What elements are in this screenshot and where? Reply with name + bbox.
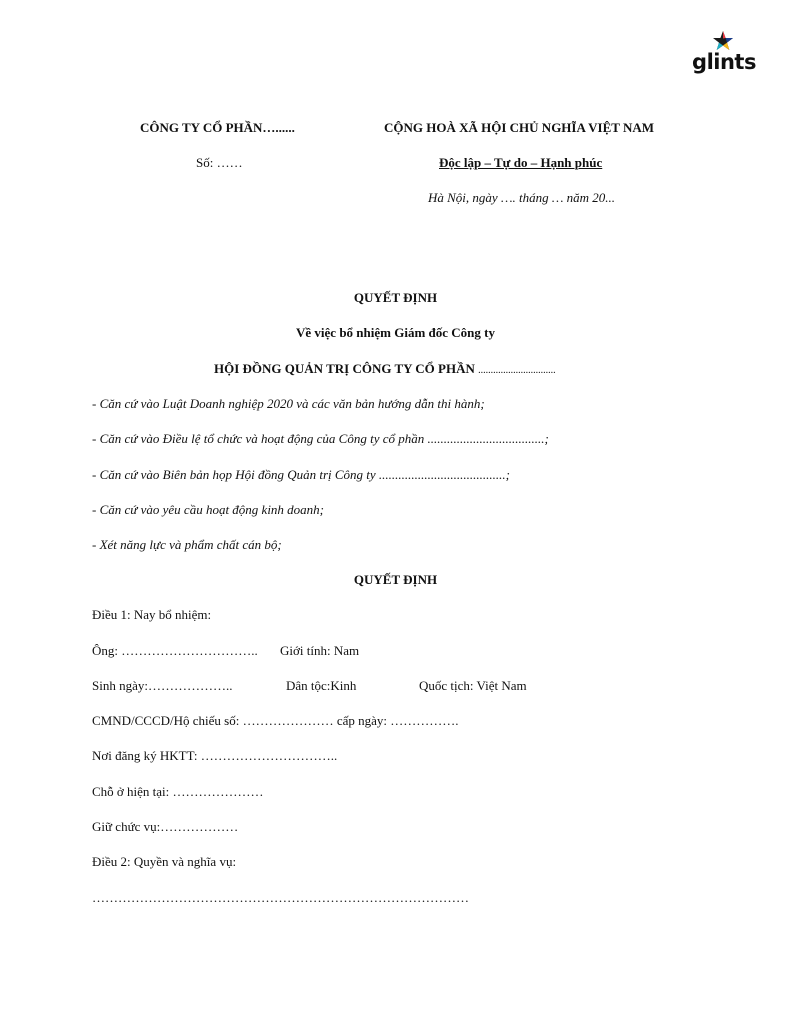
basis-line: - Căn cứ vào Điều lệ tổ chức và hoạt động của Công ty cổ phần ....................................; (92, 431, 549, 446)
logo-wordmark: glints (692, 50, 756, 74)
national-motto: Độc lập – Tự do – Hạnh phúc (439, 155, 603, 170)
appointee-ethnicity: Dân tộc:Kinh (286, 678, 357, 693)
article-2-heading: Điều 2: Quyền và nghĩa vụ: (92, 854, 237, 869)
appointee-address: Chỗ ở hiện tại: ………………… (92, 784, 264, 799)
glints-logo (692, 30, 756, 78)
place-date: Hà Nội, ngày …. tháng … năm 20... (428, 190, 616, 205)
appointee-id: CMND/CCCD/Hộ chiếu số: ………………… cấp ngày: ……………. (92, 713, 459, 728)
board-heading-text: HỘI ĐỒNG QUẢN TRỊ CÔNG TY CỔ PHẦN (214, 361, 475, 376)
basis-line: - Căn cứ vào Biên bản họp Hội đồng Quản trị Công ty .......................................; (92, 467, 511, 482)
decision-heading: QUYẾT ĐỊNH (353, 572, 438, 587)
board-heading (214, 361, 556, 377)
appointee-dob: Sinh ngày:……………….. (92, 678, 233, 693)
appointee-residence: Nơi đăng ký HKTT: ………………………….. (92, 748, 338, 763)
basis-line: - Căn cứ vào yêu cầu hoạt động kinh doanh; (92, 502, 325, 517)
republic-heading: CỘNG HOÀ XÃ HỘI CHỦ NGHĨA VIỆT NAM (384, 120, 655, 135)
article-1-heading: Điều 1: Nay bổ nhiệm: (92, 607, 212, 622)
star-icon (712, 30, 734, 52)
document-subject: Về việc bổ nhiệm Giám đốc Công ty (296, 325, 495, 340)
document-number: Số: …… (196, 155, 243, 170)
company-name: CÔNG TY CỔ PHẦN…...... (140, 120, 295, 135)
appointee-position: Giữ chức vụ:……………… (92, 819, 239, 834)
board-heading-dots: ............................... (478, 365, 556, 376)
article-2-dots: …………………………………………………………………………… (92, 890, 469, 905)
basis-line: - Xét năng lực và phẩm chất cán bộ; (92, 537, 282, 552)
basis-line: - Căn cứ vào Luật Doanh nghiệp 2020 và các văn bản hướng dẫn thi hành; (92, 396, 485, 411)
document-title: QUYẾT ĐỊNH (353, 290, 438, 305)
appointee-nationality: Quốc tịch: Việt Nam (419, 678, 527, 693)
appointee-name: Ông: ………………………….. (92, 643, 258, 658)
appointee-gender: Giới tính: Nam (280, 643, 360, 658)
